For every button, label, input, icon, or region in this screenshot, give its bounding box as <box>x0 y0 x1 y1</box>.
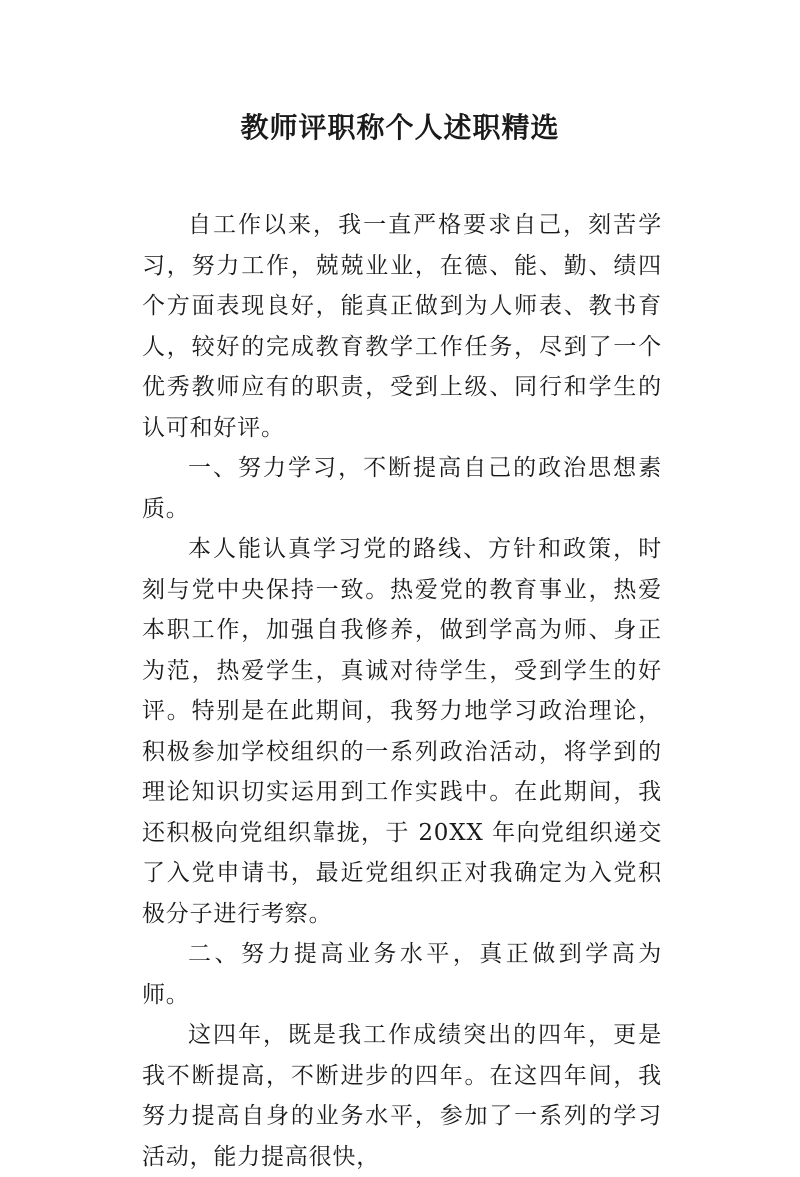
paragraph-political-study: 本人能认真学习党的路线、方针和政策，时刻与党中央保持一致。热爱党的教育事业，热爱本职工作，加强自我修养，做到学高为师、身正为范，热爱学生，真诚对待学生，受到学生的好评。特别是在此期间，我努力地学习政治理论，积极参加学校组织的一系列政治活动，将学到的理论知识切实运用到工作实践中。在此期间，我还积极向党组织靠拢，于 20XX 年向党组织递交了入党申请书，最近党组织正对我确定为入党积极分子进行考察。 <box>142 536 662 927</box>
document-title: 教师评职称个人述职精选 <box>240 111 560 144</box>
section-heading-1: 一、努力学习，不断提高自己的政治思想素质。 <box>142 455 662 522</box>
section-heading-2: 二、努力提高业务水平，真正做到学高为师。 <box>142 941 662 1008</box>
paragraph-intro: 自工作以来，我一直严格要求自己，刻苦学习，努力工作，兢兢业业，在德、能、勤、绩四个方面表现良好，能真正做到为人师表、教书育人，较好的完成教育教学工作任务，尽到了一个优秀教师应有的职责，受到上级、同行和学生的认可和好评。 <box>142 212 662 441</box>
paragraph-professional-growth: 这四年，既是我工作成绩突出的四年，更是我不断提高，不断进步的四年。在这四年间，我努力提高自身的业务水平，参加了一系列的学习活动，能力提高很快， <box>142 1022 662 1170</box>
document-body <box>142 205 662 1177</box>
